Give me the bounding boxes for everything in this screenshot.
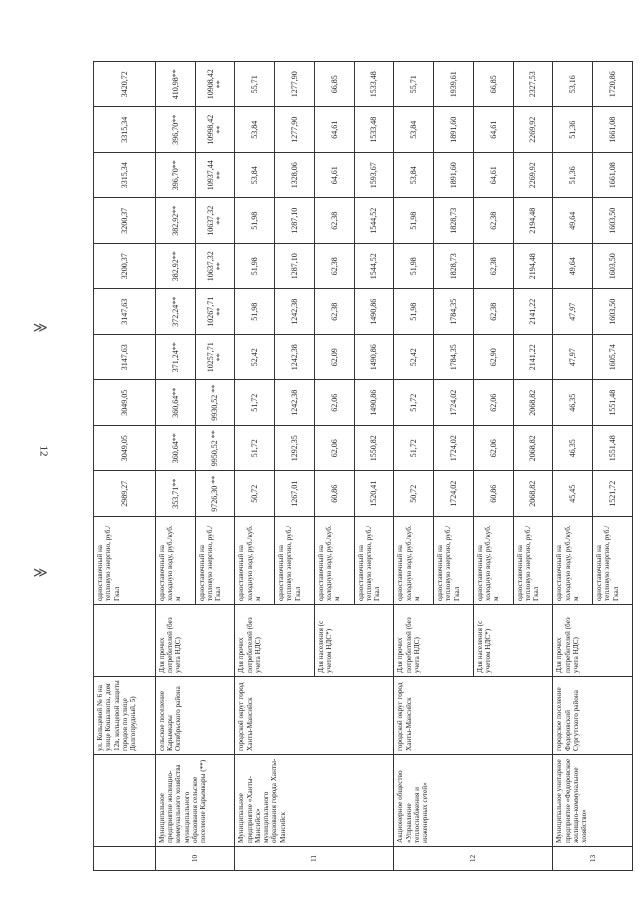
tariff-value-cell: 62,38 (473, 289, 513, 335)
tariff-value-cell: 9950,52 ** (195, 426, 235, 472)
tariff-value-cell: 50,72 (235, 471, 275, 517)
tariff-value-cell: 1242,38 (275, 380, 315, 426)
tariff-value-cell: 62,06 (473, 426, 513, 472)
tariff-value-cell: 1939,61 (434, 62, 474, 108)
consumer-cell: Для прочих потребителей (без учета НДС) (394, 605, 474, 677)
tariff-value-cell: 1724,02 (434, 426, 474, 472)
tariff-value-cell: 1267,01 (275, 471, 315, 517)
tariff-value-cell: 51,36 (553, 107, 593, 153)
tariff-value-cell: 1242,38 (275, 289, 315, 335)
tariff-value-cell: 10267,71 ** (195, 289, 235, 335)
tariff-value-cell: 53,84 (394, 153, 434, 199)
rotated-tariff-table (93, 61, 633, 871)
tariff-value-cell: 1603,50 (593, 289, 633, 335)
tariff-value-cell: 1490,86 (354, 380, 394, 426)
consumer-cell: Для населения (с учетом НДС*) (473, 605, 553, 677)
tariff-value-cell: 55,71 (235, 62, 275, 108)
tariff-value-cell: 9930,52 ** (195, 380, 235, 426)
tariff-table (93, 61, 633, 871)
tariff-value-cell: 50,72 (394, 471, 434, 517)
table-body (94, 62, 633, 871)
tariff-value-cell: 62,38 (473, 244, 513, 290)
organization-cell: Акционерное общество «Управление теплоснабжения и инженерных сетей» (394, 755, 553, 847)
tariff-value-cell: 1661,08 (593, 153, 633, 199)
tariff-value-cell: 53,16 (553, 62, 593, 108)
consumer-cell (94, 605, 156, 677)
table-row (155, 62, 195, 871)
table-row (94, 62, 156, 871)
tariff-value-cell: 49,64 (553, 244, 593, 290)
tariff-value-cell: 3420,72 (94, 62, 156, 108)
tariff-value-cell: 1784,35 (434, 335, 474, 381)
tariff-value-cell: 396,70** (155, 153, 195, 199)
territory-cell: сельское поселение Карымкары Октябрьского района (155, 677, 235, 755)
tariff-value-cell: 1724,02 (434, 380, 474, 426)
tariff-value-cell: 51,72 (394, 426, 434, 472)
row-index-cell: 10 (155, 847, 235, 871)
unit-cell: одноставочный на тепловую энергию, руб./ Гкал (354, 517, 394, 605)
territory-cell: ул. Кольцевой № 6 на улице Кошалюпа, дом 12в, кольцевой защиты городов по улице Долгопрудный, 5) (94, 677, 156, 755)
tariff-value-cell: 1242,38 (275, 335, 315, 381)
tariff-value-cell: 3049,05 (94, 426, 156, 472)
tariff-value-cell: 353,71** (155, 471, 195, 517)
tariff-value-cell: 2194,48 (513, 244, 553, 290)
tariff-value-cell: 51,98 (394, 198, 434, 244)
consumer-cell: Для прочих потребителей (без учета НДС) (553, 605, 633, 677)
tariff-value-cell: 1661,08 (593, 107, 633, 153)
tariff-value-cell: 3315,34 (94, 153, 156, 199)
consumer-cell: Для населения (с учетом НДС*) (314, 605, 394, 677)
tariff-value-cell: 1603,50 (593, 198, 633, 244)
tariff-value-cell: 3049,05 (94, 380, 156, 426)
table-row (394, 62, 434, 871)
tariff-value-cell: 1277,90 (275, 107, 315, 153)
tariff-value-cell: 1828,73 (434, 244, 474, 290)
tariff-value-cell: 10257,71 ** (195, 335, 235, 381)
row-index-cell (94, 847, 156, 871)
tariff-value-cell: 1891,60 (434, 153, 474, 199)
tariff-value-cell: 46,35 (553, 380, 593, 426)
unit-cell: одноставочный на холодную воду, руб./куб. м (235, 517, 275, 605)
row-index-cell: 11 (235, 847, 394, 871)
unit-cell: одноставочный на холодную воду, руб./куб. м (553, 517, 593, 605)
tariff-value-cell: 51,72 (235, 380, 275, 426)
tariff-value-cell: 10998,42 ** (195, 107, 235, 153)
unit-cell: одноставочный на холодную воду, руб./куб. м (473, 517, 513, 605)
organization-cell: Муниципальное предприятие «Ханты-Мансийск» муниципального образования города Ханты-Мансийск (235, 755, 394, 847)
tariff-value-cell: 2068,82 (513, 471, 553, 517)
tariff-value-cell: 66,85 (473, 62, 513, 108)
tariff-value-cell: 1603,50 (593, 244, 633, 290)
margin-mark-icon: ≫ (33, 566, 48, 581)
tariff-value-cell: 62,09 (314, 335, 354, 381)
tariff-value-cell: 1605,74 (593, 335, 633, 381)
tariff-value-cell: 1828,73 (434, 198, 474, 244)
tariff-value-cell: 64,61 (473, 153, 513, 199)
tariff-value-cell: 396,70** (155, 107, 195, 153)
tariff-value-cell: 62,06 (314, 380, 354, 426)
tariff-value-cell: 62,90 (473, 335, 513, 381)
tariff-value-cell: 64,61 (314, 107, 354, 153)
tariff-value-cell: 51,98 (235, 289, 275, 335)
tariff-value-cell: 360,64** (155, 380, 195, 426)
tariff-value-cell: 10937,44 ** (195, 153, 235, 199)
tariff-value-cell: 3200,37 (94, 198, 156, 244)
tariff-value-cell: 51,98 (394, 289, 434, 335)
tariff-value-cell: 1292,35 (275, 426, 315, 472)
tariff-value-cell: 10637,32 ** (195, 244, 235, 290)
tariff-value-cell: 1593,67 (354, 153, 394, 199)
tariff-value-cell: 60,86 (473, 471, 513, 517)
tariff-value-cell: 1328,06 (275, 153, 315, 199)
tariff-value-cell: 51,72 (235, 426, 275, 472)
tariff-value-cell: 2269,92 (513, 153, 553, 199)
consumer-cell: Для прочих потребителей (без учета НДС) (235, 605, 315, 677)
tariff-value-cell: 1287,10 (275, 244, 315, 290)
tariff-value-cell: 2194,48 (513, 198, 553, 244)
unit-cell: одноставочный на холодную воду, руб./куб. м (394, 517, 434, 605)
tariff-value-cell: 52,42 (394, 335, 434, 381)
row-index-cell: 12 (394, 847, 553, 871)
tariff-value-cell: 1490,86 (354, 335, 394, 381)
tariff-value-cell: 1533,48 (354, 62, 394, 108)
organization-cell (94, 755, 156, 847)
tariff-value-cell: 1544,52 (354, 198, 394, 244)
tariff-value-cell: 2068,82 (513, 380, 553, 426)
tariff-value-cell: 62,38 (314, 198, 354, 244)
table-row (235, 62, 275, 871)
unit-cell: одноставочный на холодную воду, руб./куб. м (314, 517, 354, 605)
tariff-value-cell: 410,98** (155, 62, 195, 108)
tariff-value-cell: 66,85 (314, 62, 354, 108)
tariff-value-cell: 2989,27 (94, 471, 156, 517)
tariff-value-cell: 62,06 (314, 426, 354, 472)
tariff-value-cell: 51,98 (394, 244, 434, 290)
tariff-value-cell: 51,72 (394, 380, 434, 426)
unit-cell: одноставочный на холодную воду, руб./куб. м (155, 517, 195, 605)
tariff-value-cell: 9726,30 ** (195, 471, 235, 517)
tariff-value-cell: 1521,72 (593, 471, 633, 517)
tariff-value-cell: 51,36 (553, 153, 593, 199)
tariff-value-cell: 64,61 (314, 153, 354, 199)
tariff-value-cell: 2141,22 (513, 289, 553, 335)
tariff-value-cell: 45,45 (553, 471, 593, 517)
tariff-value-cell: 47,97 (553, 335, 593, 381)
tariff-value-cell: 49,64 (553, 198, 593, 244)
tariff-value-cell: 62,38 (314, 244, 354, 290)
tariff-value-cell: 382,92** (155, 244, 195, 290)
tariff-value-cell: 3200,37 (94, 244, 156, 290)
unit-cell: одноставочный на тепловую энергию, руб./ Гкал (593, 517, 633, 605)
tariff-value-cell: 1287,10 (275, 198, 315, 244)
tariff-value-cell: 53,84 (235, 153, 275, 199)
tariff-value-cell: 10637,32 ** (195, 198, 235, 244)
unit-cell: одноставочный на тепловую энергию, руб./ Гкал (275, 517, 315, 605)
tariff-value-cell: 1520,41 (354, 471, 394, 517)
tariff-value-cell: 1784,35 (434, 289, 474, 335)
tariff-value-cell: 51,98 (235, 198, 275, 244)
tariff-value-cell: 47,97 (553, 289, 593, 335)
tariff-value-cell: 2327,53 (513, 62, 553, 108)
tariff-value-cell: 10908,42 ** (195, 62, 235, 108)
tariff-value-cell: 3147,63 (94, 335, 156, 381)
tariff-value-cell: 1550,82 (354, 426, 394, 472)
tariff-value-cell: 1490,86 (354, 289, 394, 335)
tariff-value-cell: 1551,48 (593, 380, 633, 426)
row-index-cell: 13 (553, 847, 633, 871)
tariff-value-cell: 53,84 (235, 107, 275, 153)
tariff-value-cell: 1277,90 (275, 62, 315, 108)
tariff-value-cell: 62,38 (314, 289, 354, 335)
tariff-value-cell: 1551,48 (593, 426, 633, 472)
tariff-value-cell: 1533,48 (354, 107, 394, 153)
tariff-value-cell: 2068,82 (513, 426, 553, 472)
unit-cell: одноставочный на тепловую энергию, руб./ Гкал (513, 517, 553, 605)
table-row (553, 62, 593, 871)
tariff-value-cell: 360,64** (155, 426, 195, 472)
tariff-value-cell: 62,38 (473, 198, 513, 244)
organization-cell: Муниципальное предприятие жилищно-коммунального хозяйства муниципального образования сельское поселение Карымкары (**) (155, 755, 235, 847)
tariff-value-cell: 51,98 (235, 244, 275, 290)
tariff-value-cell: 60,86 (314, 471, 354, 517)
tariff-value-cell: 1544,52 (354, 244, 394, 290)
tariff-value-cell: 1720,86 (593, 62, 633, 108)
tariff-value-cell: 55,71 (394, 62, 434, 108)
tariff-value-cell: 1891,60 (434, 107, 474, 153)
tariff-value-cell: 2141,22 (513, 335, 553, 381)
territory-cell: городской округ город Ханты-Мансийск (235, 677, 394, 755)
territory-cell: городское поселение Федоровский Сургутского района (553, 677, 633, 755)
unit-cell: одноставочный на тепловую энергию, руб./ Гкал (434, 517, 474, 605)
tariff-value-cell: 52,42 (235, 335, 275, 381)
organization-cell: Муниципальное унитарное предприятие «Федоровское жилищно-коммунальное хозяйство» (553, 755, 633, 847)
tariff-value-cell: 53,84 (394, 107, 434, 153)
consumer-cell: Для прочих потребителей (без учета НДС) (155, 605, 235, 677)
tariff-value-cell: 3315,34 (94, 107, 156, 153)
tariff-value-cell: 1724,02 (434, 471, 474, 517)
territory-cell: городской округ город Ханты-Мансийск (394, 677, 553, 755)
tariff-value-cell: 372,24** (155, 289, 195, 335)
margin-mark-icon: ≫ (33, 321, 48, 336)
unit-cell: одноставочный на тепловую энергию, руб./ Гкал (94, 517, 156, 605)
page-number: 12 (37, 445, 50, 457)
tariff-value-cell: 382,92** (155, 198, 195, 244)
tariff-value-cell: 64,61 (473, 107, 513, 153)
unit-cell: одноставочный на тепловую энергию, руб./ Гкал (195, 517, 235, 605)
tariff-value-cell: 46,35 (553, 426, 593, 472)
tariff-value-cell: 371,24** (155, 335, 195, 381)
tariff-value-cell: 62,06 (473, 380, 513, 426)
tariff-value-cell: 2269,92 (513, 107, 553, 153)
tariff-value-cell: 3147,63 (94, 289, 156, 335)
